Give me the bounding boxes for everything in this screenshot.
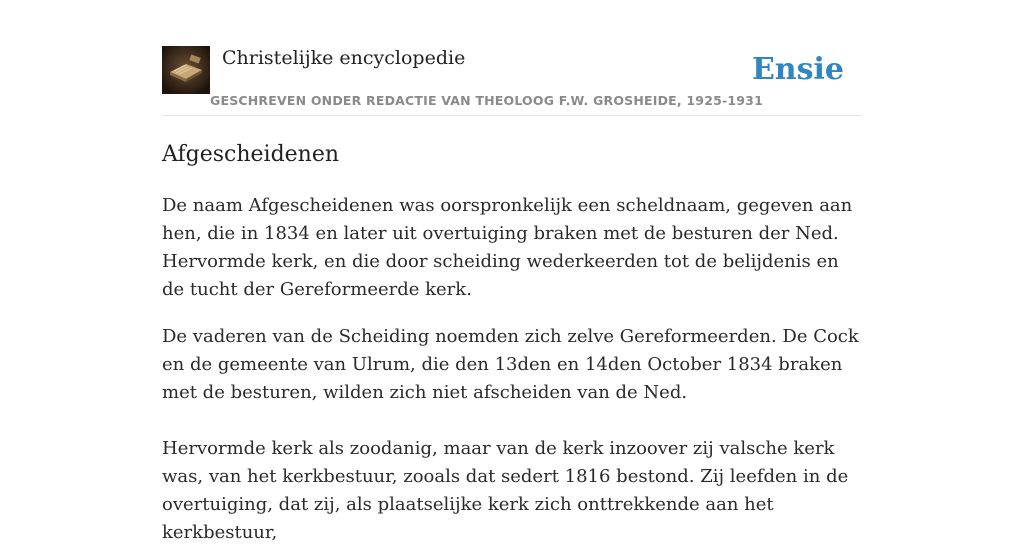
site-title[interactable]: Christelijke encyclopedie <box>222 47 466 69</box>
article-title: Afgescheidenen <box>162 142 340 167</box>
site-subtitle: GESCHREVEN ONDER REDACTIE VAN THEOLOOG F.W. GROSHEIDE, 1925-1931 <box>210 93 763 108</box>
book-image-icon <box>162 46 210 94</box>
page <box>162 0 862 547</box>
article-paragraph-1: De naam Afgescheidenen was oorspronkelijk een scheldnaam, gegeven aan hen, die in 1834 en later uit overtuiging braken met de besturen der Ned. Hervormde kerk, en die door scheiding wederkeerden tot de belijdenis en de tucht der Gereformeerde kerk. <box>162 195 853 300</box>
article-paragraph-3: Hervormde kerk als zoodanig, maar van de kerk inzoover zij valsche kerk was, van het kerkbestuur, zooals dat sedert 1816 bestond. Zij leefden in de overtuiging, dat zij, als plaatselijke kerk zich onttrekkende aan het kerkbestuur, <box>162 438 849 543</box>
brand-logo[interactable]: Ensie <box>751 52 844 87</box>
site-avatar[interactable] <box>162 46 210 94</box>
article-paragraph-2: De vaderen van de Scheiding noemden zich zelve Gereformeerden. De Cock en de gemeente van Ulrum, die den 13den en 14den October 1834 braken met de besturen, wilden zich niet afscheiden van de Ned. <box>162 326 859 403</box>
header <box>162 46 862 116</box>
